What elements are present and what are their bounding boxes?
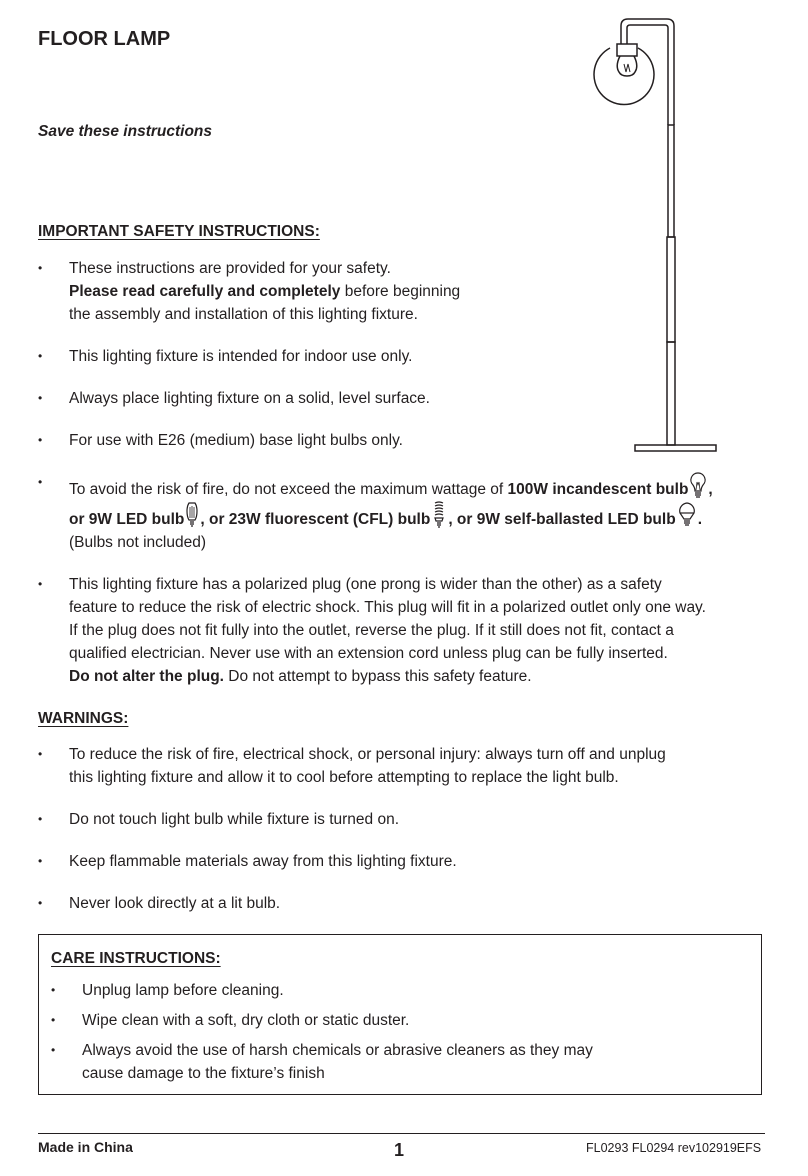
safety-item-6-line-4: qualified electrician. Never use with an extension cord unless plug can be fully inserted.: [69, 645, 668, 662]
subtitle: Save these instructions: [38, 123, 213, 140]
safety-heading: IMPORTANT SAFETY INSTRUCTIONS:: [38, 223, 320, 240]
self-ballasted-led-bulb-icon: [677, 501, 697, 529]
warnings-list: [38, 743, 778, 915]
incandescent-bulb-icon: [689, 471, 707, 499]
warning-item-1-line-1: To reduce the risk of fire, electrical shock, or personal injury: always turn off and unplug: [69, 746, 666, 763]
safety-item-2: This lighting fixture is intended for indoor use only.: [69, 348, 413, 365]
list-item: [38, 892, 778, 915]
care-item-1: Unplug lamp before cleaning.: [82, 982, 284, 999]
list-item: [38, 345, 778, 368]
safety-item-6-line-3: If the plug does not fit fully into the outlet, reverse the plug. If it still does not fit, contact a: [69, 622, 674, 639]
safety-item-6-line-2: feature to reduce the risk of electric shock. This plug will fit in a polarized outlet only one way.: [69, 599, 706, 616]
safety-item-1-rest: before beginning: [340, 283, 461, 300]
page-title: FLOOR LAMP: [38, 28, 171, 50]
led-bulb-icon: [185, 501, 199, 529]
warnings-heading: WARNINGS:: [38, 710, 129, 727]
footer-divider: [38, 1133, 765, 1134]
made-in-label: Made in China: [38, 1139, 133, 1155]
safety-item-6-rest: Do not attempt to bypass this safety feature.: [224, 668, 532, 685]
cfl-bulb-icon: [431, 501, 447, 529]
care-list: [51, 979, 751, 1085]
care-item-3-line-1: Always avoid the use of harsh chemicals or abrasive cleaners as they may: [82, 1042, 593, 1059]
safety-item-5-a: To avoid the risk of fire, do not exceed the maximum wattage of: [69, 481, 508, 498]
list-item: [38, 257, 778, 326]
list-item: [51, 1009, 751, 1032]
safety-item-5-e: , or 23W fluorescent (CFL) bulb: [200, 511, 431, 528]
safety-item-5-h: (Bulbs not included): [69, 534, 206, 551]
safety-item-1-bold: Please read carefully and completely: [69, 283, 341, 300]
safety-item-6-line-1: This lighting fixture has a polarized plug (one prong is wider than the other) as a safety: [69, 576, 662, 593]
list-item: [51, 1039, 751, 1085]
list-item: [51, 979, 751, 1002]
safety-item-5-g: .: [697, 511, 702, 528]
safety-item-1-line-3: the assembly and installation of this lighting fixture.: [69, 306, 418, 323]
list-item: [38, 387, 778, 410]
list-item: [38, 573, 778, 688]
warning-item-3: Keep flammable materials away from this lighting fixture.: [69, 853, 457, 870]
page-number: 1: [394, 1140, 405, 1160]
safety-list: [38, 257, 778, 688]
safety-item-4: For use with E26 (medium) base light bulbs only.: [69, 432, 403, 449]
list-item: [38, 850, 778, 873]
safety-item-5-d: or 9W LED bulb: [69, 511, 185, 528]
warning-item-1-line-2: this lighting fixture and allow it to cool before attempting to replace the light bulb.: [69, 769, 619, 786]
safety-item-5-f: , or 9W self-ballasted LED bulb: [448, 511, 676, 528]
safety-item-1-line-1: These instructions are provided for your safety.: [69, 260, 391, 277]
model-numbers: FL0293 FL0294 rev102919EFS: [586, 1141, 762, 1155]
care-item-3-line-2: cause damage to the fixture’s finish: [82, 1065, 325, 1082]
list-item: [38, 471, 778, 554]
list-item: [38, 743, 778, 789]
warning-item-2: Do not touch light bulb while fixture is turned on.: [69, 811, 399, 828]
care-item-2: Wipe clean with a soft, dry cloth or static duster.: [82, 1012, 410, 1029]
safety-item-5-b: 100W incandescent bulb: [507, 481, 689, 498]
list-item: [38, 808, 778, 831]
care-heading: CARE INSTRUCTIONS:: [51, 950, 221, 967]
safety-item-5-c: ,: [708, 481, 713, 498]
safety-item-3: Always place lighting fixture on a solid, level surface.: [69, 390, 430, 407]
safety-item-6-bold: Do not alter the plug.: [69, 668, 224, 685]
warning-item-4: Never look directly at a lit bulb.: [69, 895, 281, 912]
list-item: [38, 429, 778, 452]
